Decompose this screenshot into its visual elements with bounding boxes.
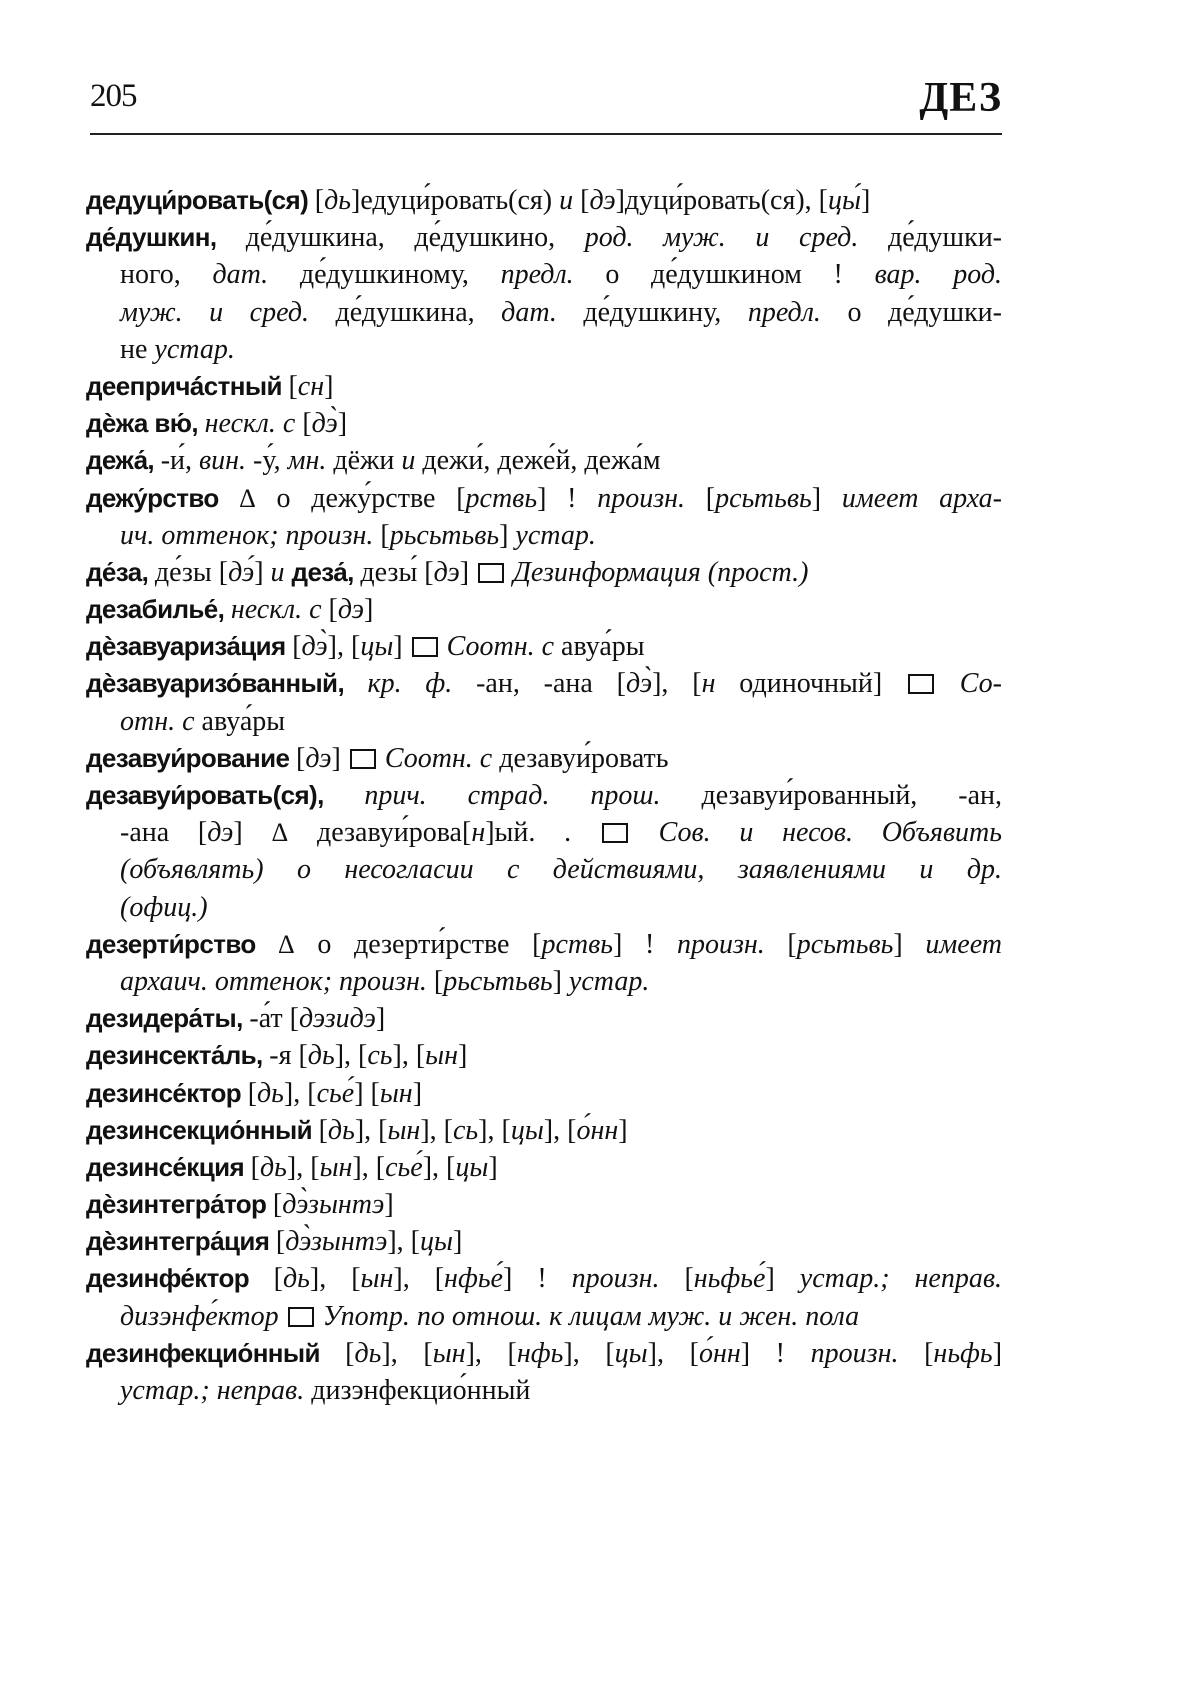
entry-text: ] ! bbox=[503, 1263, 572, 1295]
italic-note: сь bbox=[452, 1114, 479, 1146]
italic-note: о́нн bbox=[698, 1337, 741, 1369]
italic-note: Дезинформация (прост.) bbox=[506, 556, 809, 588]
italic-note: ич. оттенок; произн. bbox=[120, 519, 381, 551]
italic-note: Употр. по отнош. к лицам муж. и жен. пола bbox=[315, 1300, 860, 1332]
entry-continuation-line bbox=[86, 703, 1002, 740]
italic-note: сн bbox=[297, 370, 325, 402]
entry-text: ], [ bbox=[393, 1263, 445, 1295]
entry-text: ], [ bbox=[392, 1040, 426, 1072]
italic-note: и bbox=[401, 445, 423, 477]
dictionary-entry bbox=[86, 554, 1002, 591]
entry-text: де́душкиному, bbox=[299, 259, 501, 291]
dictionary-entry bbox=[86, 926, 1002, 1000]
entry-text: -я [ bbox=[269, 1040, 308, 1072]
headword: дѐзинтегра́тор bbox=[86, 1189, 273, 1220]
triangle-icon: Δ bbox=[239, 483, 256, 513]
dictionary-entry bbox=[86, 628, 1002, 665]
italic-note: рсьтьвь bbox=[796, 928, 894, 960]
dictionary-entry bbox=[86, 1075, 1002, 1112]
entry-text: ного, bbox=[120, 259, 213, 291]
italic-note: устар. bbox=[515, 519, 596, 551]
italic-note: дэ bbox=[433, 556, 460, 588]
entry-text: де́душкина, bbox=[335, 296, 502, 328]
dictionary-entry bbox=[86, 1335, 1002, 1409]
italic-note: дэ bbox=[337, 594, 364, 626]
headword: дедуци́ровать(ся) bbox=[86, 185, 315, 215]
headword: дезинфекцио́нный bbox=[86, 1337, 346, 1368]
italic-note: дь bbox=[257, 1077, 284, 1109]
italic-note: архаич. оттенок; произн. bbox=[120, 965, 434, 997]
entry-continuation-line bbox=[86, 294, 1002, 331]
entry-continuation-line bbox=[86, 814, 1002, 851]
italic-note: (объявлять) о несогласии с действиями, заявлениями и др. bbox=[120, 854, 1002, 886]
dictionary-entry bbox=[86, 1149, 1002, 1186]
entry-line bbox=[86, 405, 1002, 442]
dictionary-entry bbox=[86, 1000, 1002, 1037]
entry-text: [ bbox=[573, 185, 590, 216]
entry-text: ] bbox=[552, 965, 569, 997]
headword: дежа́, bbox=[86, 445, 161, 476]
header-rule bbox=[90, 133, 1002, 135]
entry-text: ] bbox=[384, 1189, 394, 1221]
italic-note: муж. и сред. bbox=[120, 296, 336, 328]
italic-note: дэ̀ bbox=[301, 631, 328, 663]
dictionary-entry bbox=[86, 480, 1002, 554]
entry-text: ] bbox=[499, 519, 516, 551]
italic-note: сь bbox=[367, 1040, 393, 1072]
entry-text: [ bbox=[250, 1151, 260, 1183]
italic-note: дат. bbox=[501, 296, 584, 328]
italic-note: произн. bbox=[597, 482, 706, 514]
entry-text: де́душкину, bbox=[583, 296, 748, 328]
entry-line bbox=[86, 926, 1002, 963]
entry-text: ] bbox=[254, 556, 271, 588]
italic-note: (офиц.) bbox=[120, 891, 208, 923]
entry-line bbox=[86, 219, 1002, 256]
italic-note: ын bbox=[360, 1263, 394, 1295]
italic-note: ын bbox=[387, 1114, 421, 1146]
definition-box-icon bbox=[350, 749, 376, 769]
entry-text: [ bbox=[272, 1189, 283, 1221]
entry-text: ], [ bbox=[422, 1151, 456, 1183]
entry-continuation-line bbox=[86, 889, 1002, 926]
entry-text: де́зы [ bbox=[154, 556, 229, 588]
italic-note: н bbox=[471, 817, 486, 849]
italic-note: дь bbox=[327, 1114, 355, 1146]
entry-text: ] [ bbox=[354, 1077, 380, 1109]
italic-note: дизэнфе́ктор bbox=[120, 1300, 286, 1332]
entry-text: ] bbox=[233, 817, 272, 849]
entry-text: ], [ bbox=[647, 1337, 699, 1369]
headword: де́душкин, bbox=[86, 222, 246, 253]
italic-note: устар.; неправ. bbox=[799, 1263, 1002, 1295]
entry-text: авуа́ры bbox=[561, 631, 645, 663]
entry-text: [ bbox=[924, 1337, 934, 1369]
italic-note: дь bbox=[324, 185, 351, 216]
entry-text: ] bbox=[765, 1263, 800, 1295]
dictionary-entry bbox=[86, 368, 1002, 405]
definition-box-icon bbox=[478, 563, 504, 583]
entry-text: ] ! bbox=[613, 928, 677, 960]
italic-note: и bbox=[270, 556, 292, 588]
entry-text: ], [ bbox=[327, 631, 361, 663]
italic-note: ньфье́ bbox=[693, 1263, 766, 1295]
italic-note: дэ̀зынтэ bbox=[282, 1189, 385, 1221]
entry-text: дезавуи́ровать bbox=[499, 742, 669, 774]
entry-text: ] bbox=[618, 1114, 628, 1146]
italic-note: дэ̀ bbox=[311, 408, 338, 440]
dictionary-entry bbox=[86, 777, 1002, 926]
entry-text: ], [ bbox=[283, 1077, 317, 1109]
entry-line bbox=[86, 182, 1002, 219]
entry-text: ], [ bbox=[381, 1337, 433, 1369]
dictionary-entry bbox=[86, 1186, 1002, 1223]
entry-continuation-line bbox=[86, 1372, 1002, 1409]
entry-line bbox=[86, 777, 1002, 814]
headword: дезинсекцио́нный bbox=[86, 1114, 319, 1145]
entry-continuation-line bbox=[86, 517, 1002, 554]
entry-line bbox=[86, 1149, 1002, 1186]
entry-text: о дезерти́рстве [ bbox=[294, 928, 542, 960]
entry-text: [ bbox=[275, 1226, 286, 1258]
entry-line bbox=[86, 554, 1002, 591]
entry-text: де́душки- bbox=[887, 222, 1002, 254]
italic-note: ын bbox=[425, 1040, 459, 1072]
entry-text: ] ! bbox=[537, 482, 598, 514]
entry-text: ], [ bbox=[286, 1151, 320, 1183]
entry-line bbox=[86, 442, 1002, 479]
italic-note: дэ̀зынтэ bbox=[285, 1226, 388, 1258]
entry-text: ], [ bbox=[309, 1263, 361, 1295]
entry-text: [ bbox=[684, 1263, 694, 1295]
italic-note: о́нн bbox=[576, 1114, 619, 1146]
dictionary-entry bbox=[86, 405, 1002, 442]
entry-text: ] bbox=[458, 1040, 468, 1072]
entry-text: [ bbox=[787, 928, 797, 960]
headword: дезинсе́кция bbox=[86, 1151, 251, 1182]
headword: дезинфе́ктор bbox=[86, 1263, 274, 1294]
italic-note: ын bbox=[319, 1151, 353, 1183]
entry-text: ] bbox=[364, 594, 374, 626]
entry-continuation-line bbox=[86, 851, 1002, 888]
entry-text: ] bbox=[393, 631, 410, 663]
entry-text: дежи́, деже́й, дежа́м bbox=[422, 445, 661, 477]
entry-text: [ bbox=[296, 742, 306, 774]
headword: дезидера́ты, bbox=[86, 1003, 250, 1034]
entry-line bbox=[86, 1000, 1002, 1037]
italic-note: имеет арха- bbox=[841, 482, 1002, 514]
entry-text: [ bbox=[292, 631, 302, 663]
italic-note: рствь bbox=[541, 928, 613, 960]
triangle-icon: Δ bbox=[271, 818, 289, 848]
entry-text: не bbox=[120, 333, 155, 365]
entry-text: ], [ bbox=[543, 1114, 577, 1146]
entry-text: ] bbox=[459, 556, 477, 588]
entry-text: [ bbox=[380, 519, 390, 551]
entry-line bbox=[86, 1260, 1002, 1297]
italic-note: произн. bbox=[571, 1263, 685, 1295]
headword: дезерти́рство bbox=[86, 928, 278, 959]
entry-text: ] bbox=[324, 370, 334, 402]
page-header bbox=[90, 75, 1002, 132]
entry-text: ], [ bbox=[563, 1337, 615, 1369]
italic-note: кр. ф. bbox=[367, 668, 477, 700]
italic-note: дэ́ bbox=[228, 556, 255, 588]
italic-note: нескл. с bbox=[230, 594, 329, 626]
italic-note: отн. с bbox=[120, 705, 202, 737]
italic-note: рьсьтьвь bbox=[443, 965, 553, 997]
italic-note: произн. bbox=[676, 928, 788, 960]
italic-note: Сов. и несов. Объявить bbox=[629, 817, 1002, 849]
entry-line bbox=[86, 1223, 1002, 1260]
entry-text: ] bbox=[331, 742, 348, 774]
italic-note: мн. bbox=[287, 445, 334, 477]
dictionary-entry bbox=[86, 1112, 1002, 1149]
entry-text: ], [ bbox=[354, 1114, 388, 1146]
page-number: 205 bbox=[90, 78, 137, 114]
dictionary-entry bbox=[86, 665, 1002, 739]
italic-note: дэзидэ bbox=[298, 1003, 376, 1035]
entry-text: [ bbox=[345, 1337, 355, 1369]
running-head: ДЕЗ bbox=[919, 75, 1002, 121]
dictionary-entry bbox=[86, 442, 1002, 479]
entry-text: [ bbox=[302, 408, 312, 440]
entry-line bbox=[86, 628, 1002, 665]
headword: дежу́рство bbox=[86, 482, 240, 513]
entry-text: -ана [ bbox=[120, 817, 208, 849]
entry-continuation-line bbox=[86, 256, 1002, 293]
italic-note: дэ bbox=[207, 817, 234, 849]
italic-note: рьсьтьвь bbox=[389, 519, 500, 551]
italic-note: Со- bbox=[935, 668, 1002, 700]
italic-note: ын bbox=[379, 1077, 413, 1109]
italic-note: имеет bbox=[925, 928, 1002, 960]
entry-text: ] bbox=[412, 1077, 423, 1109]
entry-text: о дежу́рстве [ bbox=[255, 482, 466, 514]
italic-note: цы bbox=[360, 631, 394, 663]
definition-box-icon bbox=[908, 674, 934, 694]
italic-note: и bbox=[559, 185, 574, 216]
entry-text: ]ый. . bbox=[485, 817, 600, 849]
italic-note: устар. bbox=[154, 333, 235, 365]
entry-text: [ bbox=[273, 1263, 283, 1295]
italic-note: цы bbox=[420, 1226, 453, 1258]
italic-note: сье́ bbox=[385, 1151, 423, 1183]
entry-line bbox=[86, 1186, 1002, 1223]
italic-note: дэ̀ bbox=[625, 668, 653, 700]
entry-text: ] bbox=[452, 1226, 463, 1258]
entry-text: ] bbox=[337, 408, 348, 440]
entry-text: [ bbox=[318, 1114, 328, 1146]
entry-line bbox=[86, 1112, 1002, 1149]
italic-note: нфье́ bbox=[444, 1263, 503, 1295]
headword: дѐжа вю́, bbox=[86, 408, 205, 439]
dictionary-entry bbox=[86, 182, 1002, 219]
entry-text: дизэнфекцио́нный bbox=[311, 1375, 531, 1406]
entry-text: [ bbox=[328, 594, 338, 626]
italic-note: прич. страд. прош. bbox=[364, 780, 702, 811]
entry-text: о де́душки- bbox=[847, 296, 1002, 328]
italic-note: цы bbox=[614, 1337, 648, 1369]
italic-note: дэ bbox=[305, 742, 332, 774]
entry-text: ], [ bbox=[652, 668, 702, 700]
italic-note: Соотн. с bbox=[377, 742, 500, 774]
entry-text: [ bbox=[314, 185, 325, 216]
entry-text: о де́душкином ! bbox=[605, 259, 875, 291]
dictionary-entry bbox=[86, 1223, 1002, 1260]
italic-note: дь bbox=[282, 1263, 310, 1295]
entry-continuation-line bbox=[86, 331, 1002, 368]
headword: де́за, bbox=[86, 556, 155, 587]
italic-note: устар.; неправ. bbox=[120, 1375, 312, 1406]
italic-note: н bbox=[701, 668, 716, 700]
dictionary-entry bbox=[86, 1037, 1002, 1074]
entry-text: одиночный] bbox=[715, 668, 906, 700]
headword: дезавуи́ровать(ся), bbox=[86, 780, 365, 810]
entry-line bbox=[86, 591, 1002, 628]
entry-text: дезавуи́рова[ bbox=[288, 817, 472, 849]
italic-note: Соотн. с bbox=[439, 631, 562, 663]
entry-text: [ bbox=[433, 965, 444, 997]
entry-line bbox=[86, 1037, 1002, 1074]
headword: дезинсе́ктор bbox=[86, 1077, 248, 1108]
entry-text: ] bbox=[375, 1003, 386, 1035]
italic-note: устар. bbox=[568, 965, 650, 997]
entry-line bbox=[86, 480, 1002, 517]
italic-note: дь bbox=[260, 1151, 287, 1183]
italic-note: предл. bbox=[747, 296, 848, 328]
entry-text: ]дуци́ровать(ся), [ bbox=[615, 185, 828, 216]
entry-text: -и́, bbox=[160, 445, 199, 477]
entry-text: дезавуи́рованный, -ан, bbox=[701, 780, 1002, 811]
italic-note: произн. bbox=[810, 1337, 925, 1369]
italic-note: ын bbox=[432, 1337, 466, 1369]
dictionary-entry bbox=[86, 219, 1002, 368]
entry-text: -ан, -ана [ bbox=[476, 668, 626, 700]
italic-note: сье́ bbox=[316, 1077, 355, 1109]
entry-line bbox=[86, 665, 1002, 702]
definition-box-icon bbox=[602, 823, 628, 843]
entry-text: ], [ bbox=[478, 1114, 511, 1146]
entry-line bbox=[86, 1335, 1002, 1372]
italic-note: цы bbox=[510, 1114, 544, 1146]
italic-note: дь bbox=[307, 1040, 335, 1072]
headword: дѐзавуаризо́ванный, bbox=[86, 668, 368, 699]
headword: дезабилье́, bbox=[86, 594, 231, 625]
entry-text: ], [ bbox=[352, 1151, 386, 1183]
entry-text: [ bbox=[247, 1077, 258, 1109]
entry-text: ] bbox=[860, 185, 871, 216]
dictionary-entries bbox=[86, 182, 1002, 1409]
entry-text: [ bbox=[705, 482, 716, 514]
entry-text: ], [ bbox=[420, 1114, 453, 1146]
entry-text: ], [ bbox=[387, 1226, 421, 1258]
dictionary-entry bbox=[86, 591, 1002, 628]
italic-note: нескл. с bbox=[204, 408, 303, 440]
entry-line bbox=[86, 1075, 1002, 1112]
headword: дѐзинтегра́ция bbox=[86, 1226, 276, 1257]
entry-continuation-line bbox=[86, 1298, 1002, 1335]
headword: деепричáстный bbox=[86, 370, 289, 401]
entry-text: ]едуци́ровать(ся) bbox=[351, 185, 560, 216]
dictionary-entry bbox=[86, 740, 1002, 777]
entry-text: -у́, bbox=[253, 445, 288, 477]
entry-text: -а́т [ bbox=[249, 1003, 299, 1035]
italic-note: дэ bbox=[589, 185, 616, 216]
entry-text: ] bbox=[992, 1337, 1002, 1369]
entry-text: дёжи bbox=[333, 445, 402, 477]
headword: дѐзавуариза́ция bbox=[86, 631, 293, 662]
entry-line bbox=[86, 740, 1002, 777]
entry-continuation-line bbox=[86, 963, 1002, 1000]
definition-box-icon bbox=[288, 1307, 314, 1327]
entry-line bbox=[86, 368, 1002, 405]
definition-box-icon bbox=[412, 637, 438, 657]
italic-note: дат. bbox=[212, 259, 300, 291]
entry-text: ] bbox=[488, 1151, 498, 1183]
italic-note: цы bbox=[455, 1151, 489, 1183]
entry-text: ], [ bbox=[334, 1040, 368, 1072]
entry-text: дезы́ [ bbox=[360, 556, 434, 588]
headword: дезавуи́рование bbox=[86, 742, 297, 773]
italic-note: предл. bbox=[500, 259, 606, 291]
italic-note: ньфь bbox=[933, 1337, 993, 1369]
italic-note: рствь bbox=[465, 482, 538, 514]
italic-note: дь bbox=[354, 1337, 382, 1369]
entry-text: ] ! bbox=[740, 1337, 811, 1369]
headword: деза́, bbox=[291, 556, 361, 587]
entry-text: [ bbox=[288, 370, 298, 402]
triangle-icon: Δ bbox=[277, 929, 295, 959]
italic-note: рсьтьвь bbox=[715, 482, 812, 514]
entry-text: де́душкина, де́душкино, bbox=[245, 222, 585, 254]
italic-note: нфь bbox=[516, 1337, 564, 1369]
entry-text: авуа́ры bbox=[201, 705, 286, 737]
italic-note: род. муж. и сред. bbox=[584, 222, 888, 254]
entry-text: ] bbox=[811, 482, 842, 514]
italic-note: цы́ bbox=[827, 185, 861, 216]
italic-note: вин. bbox=[199, 445, 254, 477]
entry-text: ] bbox=[893, 928, 926, 960]
entry-text: ], [ bbox=[465, 1337, 517, 1369]
headword: дезинсекта́ль, bbox=[86, 1040, 270, 1071]
italic-note: вар. род. bbox=[874, 259, 1002, 291]
dictionary-entry bbox=[86, 1260, 1002, 1334]
